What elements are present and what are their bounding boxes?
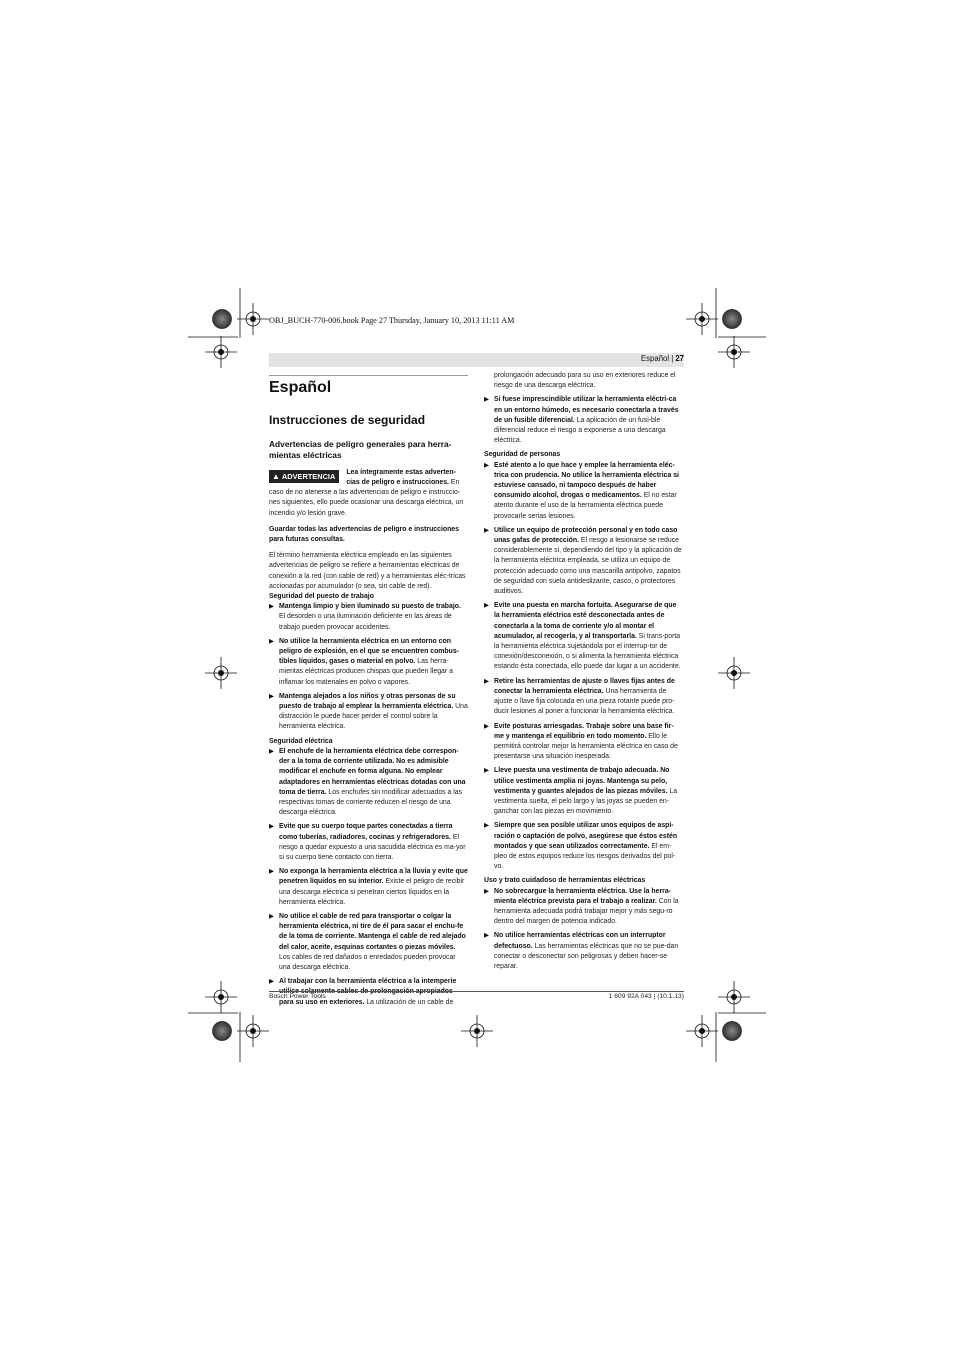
list-item xyxy=(269,602,468,633)
bullet-arrow-icon: ▶ xyxy=(484,396,489,404)
right-column xyxy=(484,371,683,976)
term-paragraph: El término herramienta eléctrica empleado en las siguientes advertencias de peligro se refiere a herramientas eléctricas de conexión a la red (con cable de red) y a herramientas eléc-tricas accionadas por acumulador (o sea, sin cable de red). xyxy=(269,552,466,590)
continuation-label: prolongación adecuado para su uso en exteriores reduce el riesgo de una descarga eléctrica. xyxy=(494,372,676,390)
keep-notice: Guardar todas las advertencias de peligro e instrucciones para futuras consultas. xyxy=(269,525,459,544)
item-bold: Siempre que sea posible utilizar unos equipos de aspi-ración o captación de polvo, asegúrese que éstos estén montados y que sean utilizados correctamente. xyxy=(494,822,678,850)
page-header: Español | 27 xyxy=(640,354,684,363)
item-text: El riesgo a quedar expuesto a una sacudida eléctrica es ma-yor si su cuerpo tiene contacto con tierra. xyxy=(279,833,466,861)
warning-bold: Lea íntegramente estas adverten-cias de peligro e instrucciones. xyxy=(346,468,456,487)
item-bold: No utilice el cable de red para transportar o colgar la herramienta eléctrica, ni tire de él para sacar el enchu-fe de la toma de corriente. Mantenga el cable de red alejado del calor, aceite, esquinas cortantes o piezas móviles. xyxy=(279,912,466,951)
list-item xyxy=(484,766,683,817)
personal-heading: Seguridad de personas xyxy=(484,451,561,459)
list-item xyxy=(484,821,683,872)
item-text: Las herramientas eléctricas que no se pue-dan conectar o desconectar son peligrosas y deben hacer-se reparar. xyxy=(494,942,679,970)
bullet-arrow-icon: ▶ xyxy=(484,461,489,469)
warning-text: En caso de no atenerse a las advertencias de peligro e instruccio-nes siguientes, ello puede ocasionar una descarga eléctrica, un incendio y/o lesión grave. xyxy=(269,479,464,517)
item-text: Las herra-mientas eléctricas producen chispas que pueden llegar a inflamar los materiales en polvo o vapores. xyxy=(279,658,453,686)
warning-badge xyxy=(269,470,339,483)
left-column xyxy=(269,376,468,1012)
item-bold: Esté atento a lo que hace y emplee la herramienta eléc-trica con prudencia. No utilice la herramienta eléctrica si estuviese cansado, ni tampoco después de haber consumido alcohol, drogas o medicamentos. xyxy=(494,461,679,500)
page-number: 27 xyxy=(675,354,684,363)
section-title: Instrucciones de seguridad xyxy=(269,413,426,427)
list-item xyxy=(484,526,683,597)
item-bold: Al trabajar con la herramienta eléctrica a la intemperie para su uso en exteriores. xyxy=(279,978,457,1006)
item-bold: Retire las herramientas de ajuste o llaves fijas antes de conectar la herramienta eléctrica. xyxy=(494,677,675,695)
list-item xyxy=(269,747,468,818)
bullet-arrow-icon: ▶ xyxy=(269,692,274,700)
bullet-arrow-icon: ▶ xyxy=(484,602,489,610)
bullet-arrow-icon: ▶ xyxy=(484,722,489,730)
warning-badge-label: ADVERTENCIA xyxy=(281,471,336,481)
item-bold: Evite posturas arriesgadas. Trabaje sobre una base fir-me y mantenga el equilibrio en todo momento. xyxy=(494,722,674,740)
item-bold: Lleve puesta una vestimenta de trabajo adecuada. No utilice vestimenta amplia ni joyas. Mantenga su pelo, vestimenta y guantes alejados de las piezas móviles. xyxy=(494,767,670,795)
item-text: El no estar atento durante el uso de la herramienta eléctrica puede provocarle serias lesiones. xyxy=(494,492,677,520)
list-item xyxy=(484,395,683,446)
bullet-arrow-icon: ▶ xyxy=(484,677,489,685)
item-text: El riesgo a lesionarse se reduce considerablemente si, dependiendo del tipo y la aplicación de la herramienta eléctrica empleada, se utiliza un equipo de protección adecuado como una mascarilla antipolvo, zapatos de seguridad con suela antideslizante, casco, o protectores auditivos. xyxy=(494,537,682,596)
bullet-arrow-icon: ▶ xyxy=(484,822,489,830)
usage-heading: Uso y trato cuidadoso de herramientas eléctricas xyxy=(484,877,646,885)
item-bold: Mantenga limpio y bien iluminado su puesto de trabajo. xyxy=(279,603,461,611)
warning-triangle-icon: ▲ xyxy=(272,471,280,481)
item-bold: No sobrecargue la herramienta eléctrica. Use la herra-mienta eléctrica prevista para el trabajo a realizar. xyxy=(494,887,671,905)
item-bold: Si fuese imprescindible utilizar la herramienta eléctri-ca en un entorno húmedo, es necesario conectarla a través de un fusible diferencial. xyxy=(494,396,679,424)
warning-block xyxy=(269,468,468,519)
bullet-arrow-icon: ▶ xyxy=(269,978,274,986)
item-bold: Utilice un equipo de protección personal y en todo caso unas gafas de protección. xyxy=(494,526,678,545)
item-bold: Evite una puesta en marcha fortuita. Asegurarse de que la herramienta eléctrica esté desconectada antes de conectarla a la toma de corriente y/o al montar el acumulador, al recogerla, y al transportarla. xyxy=(494,602,677,640)
page-header-band xyxy=(269,353,684,367)
item-bold: No utilice herramientas eléctricas con un interruptor defectuoso. xyxy=(494,932,666,950)
bullet-arrow-icon: ▶ xyxy=(484,887,489,895)
list-item xyxy=(484,931,683,972)
bullet-arrow-icon: ▶ xyxy=(269,868,274,876)
list-item xyxy=(269,637,468,688)
list-item xyxy=(484,601,683,672)
item-text: La aplicación de un fusi-ble diferencial reduce el riesgo a exponerse a una descarga eléctrica. xyxy=(494,416,666,445)
header-language: Español xyxy=(640,354,670,363)
item-text: La vestimenta suelta, el pelo largo y las joyas se pueden en-ganchar con las piezas en movimiento. xyxy=(494,787,678,816)
list-item xyxy=(484,677,683,718)
bullet-arrow-icon: ▶ xyxy=(269,637,274,645)
item-text: El desorden o una iluminación deficiente en las áreas de trabajo pueden provocar accidentes. xyxy=(279,613,452,631)
bullet-arrow-icon: ▶ xyxy=(269,747,274,755)
list-item xyxy=(484,722,683,763)
item-bold: Evite que su cuerpo toque partes conectadas a tierra como tuberías, radiadores, cocinas y refrigeradores. xyxy=(279,823,453,841)
item-bold: No exponga la herramienta eléctrica a la lluvia y evite que penetren líquidos en su interior. xyxy=(279,868,468,886)
list-item xyxy=(269,867,468,908)
bullet-arrow-icon: ▶ xyxy=(484,767,489,775)
bullet-arrow-icon: ▶ xyxy=(269,912,274,920)
item-text: Una herramienta de ajuste o llave fija colocada en una pieza rotante puede pro-ducir lesiones al poner a funcionar la herramienta eléctrica. xyxy=(494,687,675,716)
list-item xyxy=(484,887,683,928)
bullet-arrow-icon: ▶ xyxy=(484,932,489,940)
item-text: Existe el peligro de recibir una descarga eléctrica si penetran ciertos líquidos en la herramienta eléctrica. xyxy=(279,878,465,906)
item-bold: El enchufe de la herramienta eléctrica debe correspon-der a la toma de corriente utilizada. No es admisible modificar el enchufe en forma alguna. No emplear adaptadores en herramientas eléctricas dotadas con una toma de tierra. xyxy=(279,747,466,796)
page-title: Español xyxy=(269,379,332,396)
item-text: El em-pleo de estos equipos reduce los riesgos derivados del pol-vo. xyxy=(494,842,676,871)
item-text: Con la herramienta adecuada podrá trabajar mejor y más segu-ro dentro del margen de potencia indicado. xyxy=(494,897,679,926)
item-text: Una distracción le puede hacer perder el control sobre la herramienta eléctrica. xyxy=(279,703,468,731)
subsection-title: Advertencias de peligro generales para herra-mientas eléctricas xyxy=(269,439,452,461)
item-text: La utilización de un cable de xyxy=(364,998,454,1006)
footer-brand: Bosch Power Tools xyxy=(269,993,326,1000)
item-text: Los enchufes sin modificar adecuados a las respectivas tomas de corriente reducen el riesgo de una descarga eléctrica. xyxy=(279,788,463,817)
continuation-text xyxy=(484,371,683,391)
list-item xyxy=(269,822,468,863)
workplace-heading: Seguridad del puesto de trabajo xyxy=(269,593,374,601)
electrical-heading: Seguridad eléctrica xyxy=(269,737,333,745)
footer-rule xyxy=(269,991,684,992)
list-item xyxy=(269,692,468,733)
bullet-arrow-icon: ▶ xyxy=(269,823,274,831)
print-header: OBJ_BUCH-770-006.book Page 27 Thursday, January 10, 2013 11:11 AM xyxy=(269,316,515,325)
list-item xyxy=(484,461,683,522)
bullet-arrow-icon: ▶ xyxy=(269,603,274,611)
item-bold: No utilice la herramienta eléctrica en un entorno con peligro de explosión, en el que se encuentren combus-tibles líquidos, gases o material en polvo. xyxy=(279,637,459,666)
list-item xyxy=(269,912,468,973)
item-bold: Mantenga alejados a los niños y otras personas de su puesto de trabajo al emplear la herramienta eléctrica. xyxy=(279,692,456,711)
item-text: Ello le permitirá controlar mejor la herramienta eléctrica en caso de presentarse una situación inesperada. xyxy=(494,732,678,761)
bullet-arrow-icon: ▶ xyxy=(484,526,489,534)
footer-doc-number: 1 609 92A 043 | (10.1.13) xyxy=(608,993,684,1000)
item-text: Los cables de red dañados o enredados pueden provocar una descarga eléctrica. xyxy=(279,953,456,971)
item-text: Si trans-porta la herramienta eléctrica sujetándola por el interrup-tor de conexión/desconexión, o si alimenta la herramienta eléctrica estando ésta conectada, ello puede dar lugar a un accidente. xyxy=(494,632,681,671)
